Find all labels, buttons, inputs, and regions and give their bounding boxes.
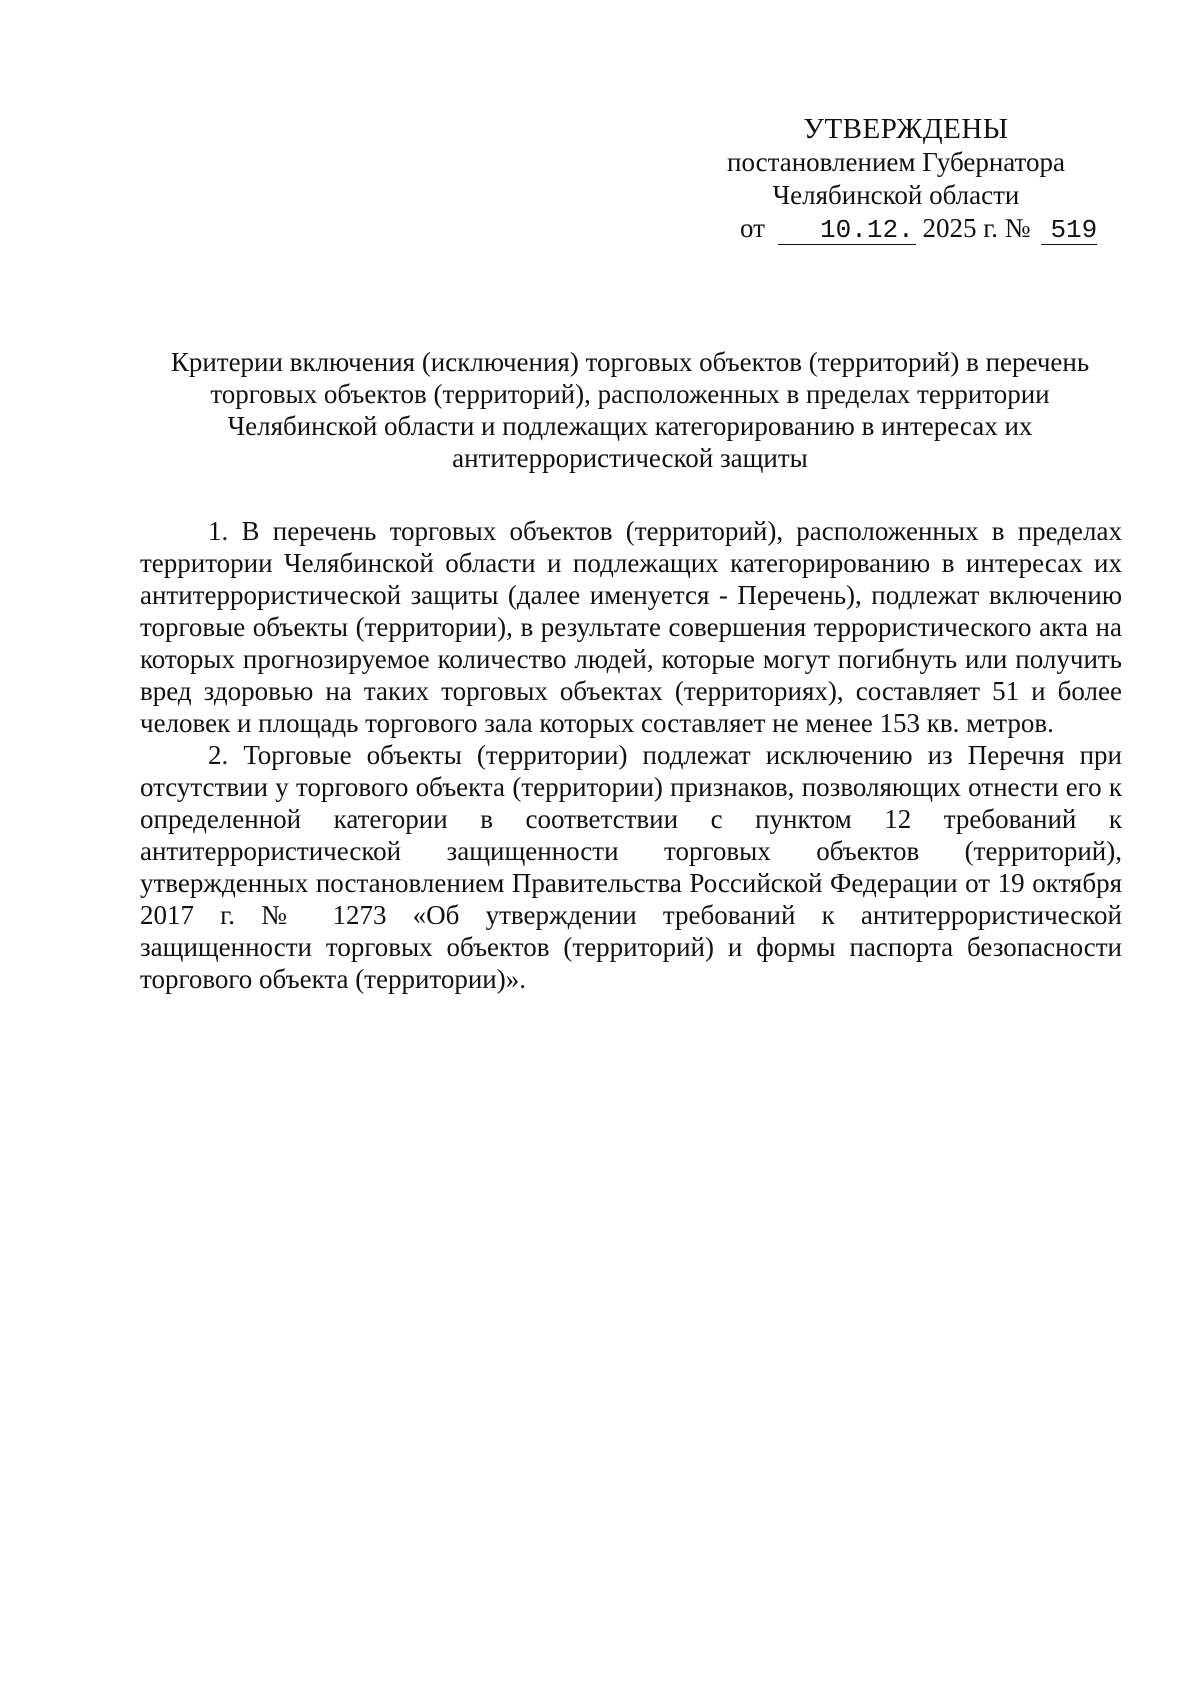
- approval-date-line: [740, 212, 1102, 245]
- approval-line-region: Челябинской области: [772, 180, 1020, 210]
- approval-line-decree: постановлением Губернатора: [727, 147, 1065, 177]
- paragraph-2: 2. Торговые объекты (территории) подлежат исключению из Перечня при отсутствии у торгового объекта (территории) признаков, позволяющих отнести его к определенной категории в соответствии с пунктом 12 требований к антитеррористической защищенности торговых объектов (территорий), утвержденных постановлением Правительства Российской Федерации от 19 октября 2017 г. № 1273 «Об утверждении требований к антитеррористической защищенности торговых объектов (территорий) и формы паспорта безопасности торгового объекта (территории)».: [140, 740, 1122, 994]
- document-title: [140, 346, 1120, 474]
- title-line: антитеррористической защиты: [452, 443, 808, 473]
- date-prefix: от: [740, 213, 765, 243]
- approval-block: [690, 113, 1102, 245]
- title-line: торговых объектов (территорий), расположенных в пределах территории: [210, 379, 1050, 409]
- approval-heading: УТВЕРЖДЕНЫ: [803, 113, 1009, 145]
- title-line: Челябинской области и подлежащих категорированию в интересах их: [227, 411, 1033, 441]
- year-text: 2025 г. №: [922, 213, 1031, 243]
- date-field: 10.12.: [778, 216, 916, 245]
- paragraph-1: 1. В перечень торговых объектов (территорий), расположенных в пределах территории Челябинской области и подлежащих категорированию в интересах их антитеррористической защиты (далее именуется - Перечень), подлежат включению торговые объекты (территории), в результате совершения террористического акта на которых прогнозируемое количество людей, которые могут погибнуть или получить вред здоровью на таких торговых объектах (территориях), составляет 51 и более человек и площадь торгового зала которых составляет не менее 153 кв. метров.: [140, 516, 1122, 738]
- title-line: Критерии включения (исключения) торговых объектов (территорий) в перечень: [170, 347, 1090, 377]
- decree-number-field: 519: [1041, 216, 1097, 245]
- document-body: [140, 515, 1122, 995]
